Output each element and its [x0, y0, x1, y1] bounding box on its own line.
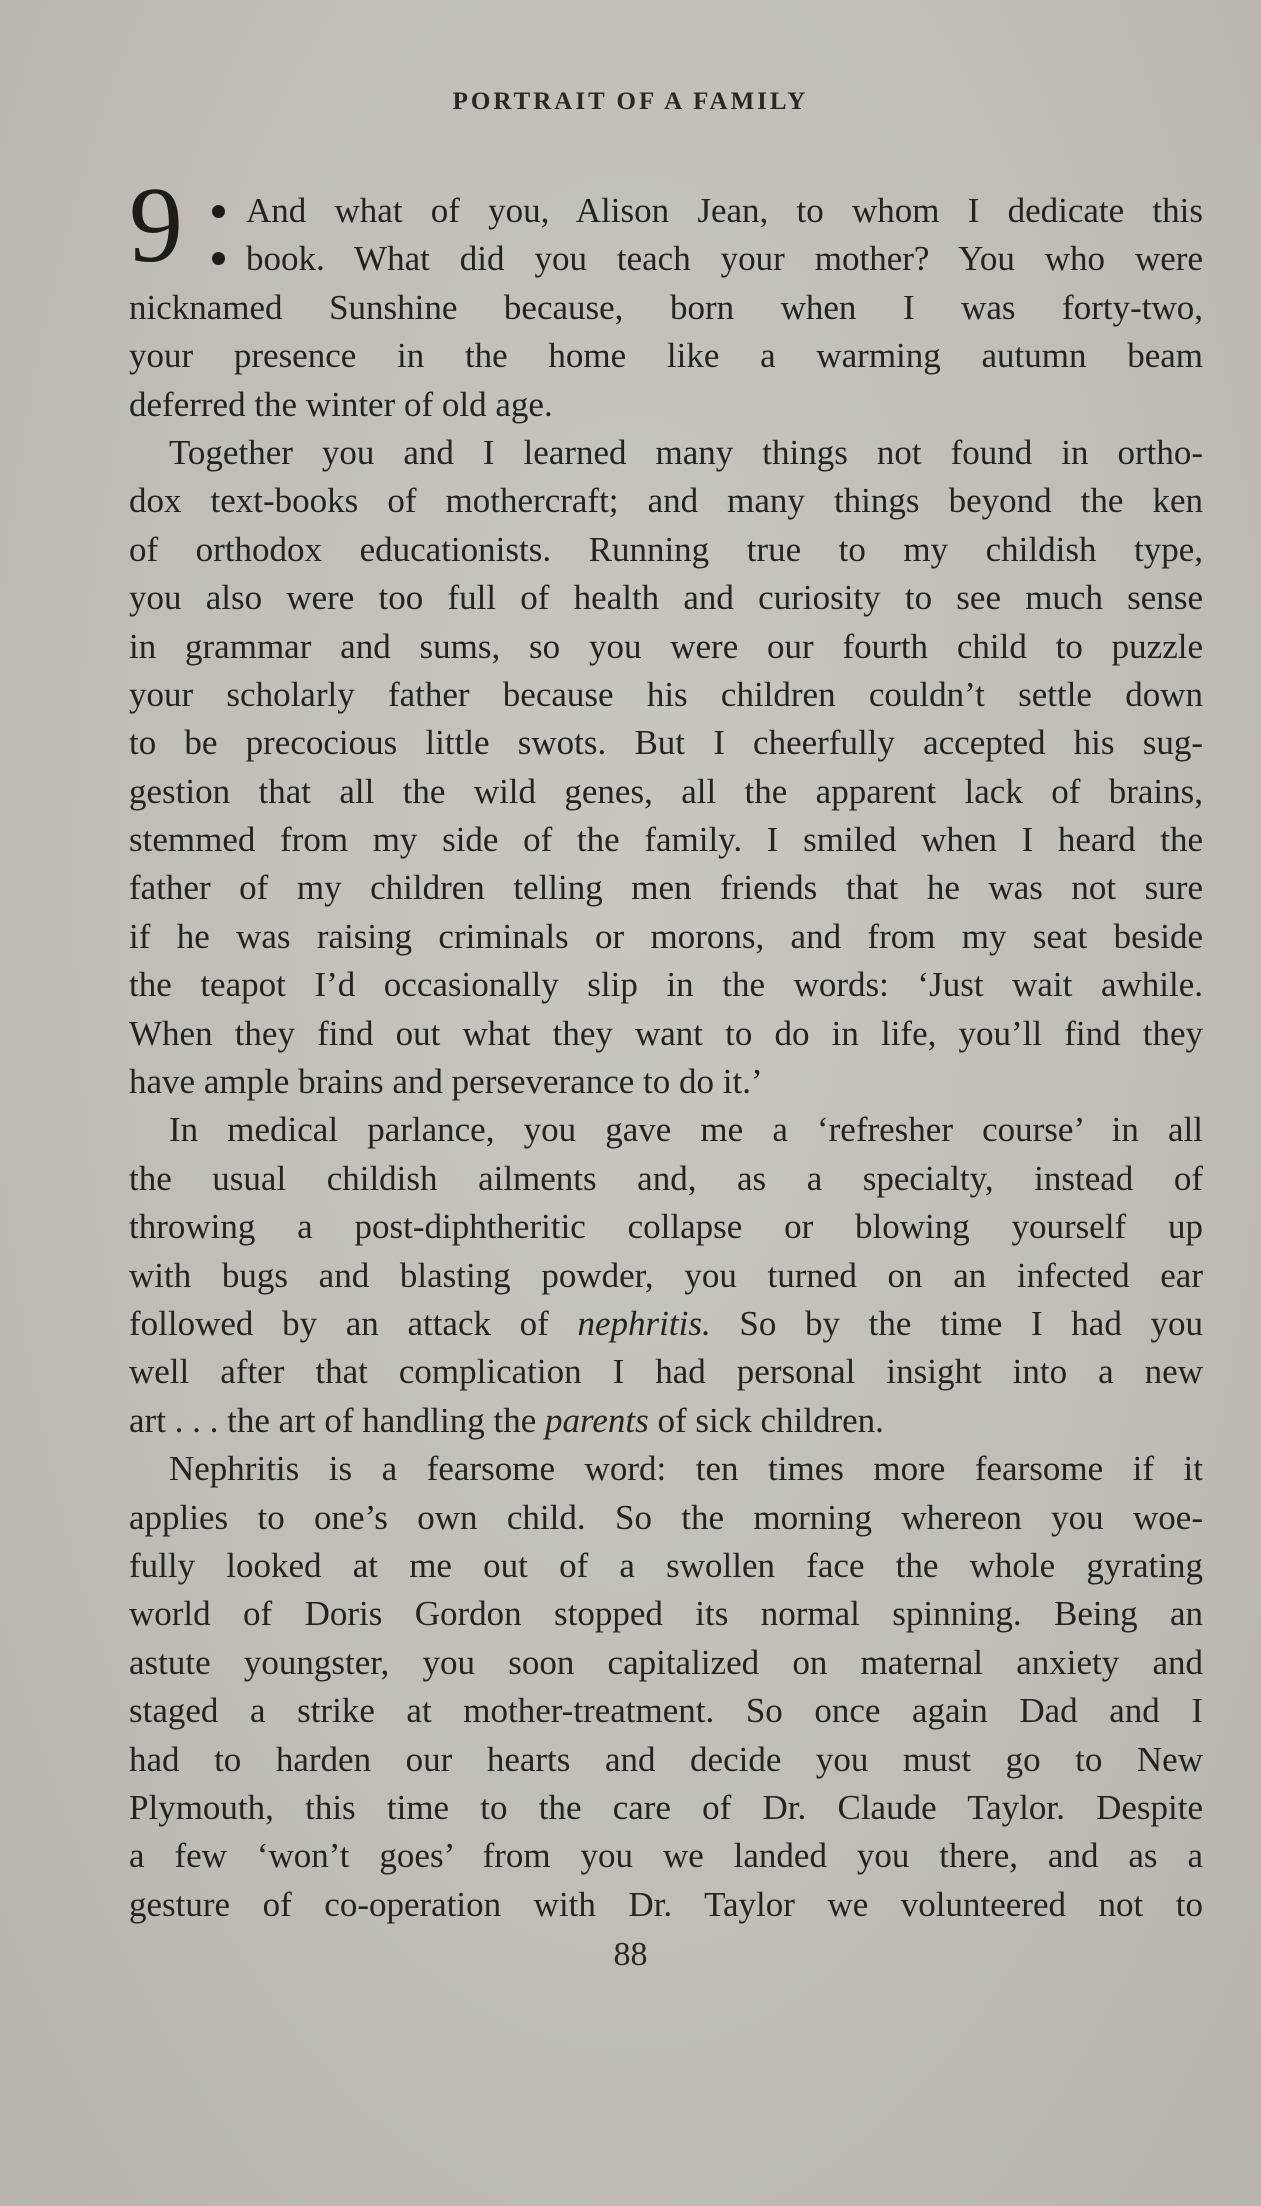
text-line: your scholarly father because his children couldn’t settle down: [129, 674, 1203, 714]
text-fragment: art . . . the art of handling the: [129, 1400, 537, 1440]
text-line: Together you and I learned many things not found in ortho-: [169, 432, 1203, 472]
text-line: to be precocious little swots. But I cheerfully accepted his sug-: [129, 723, 1203, 763]
chapter-number: 9: [129, 166, 183, 285]
text-line: in grammar and sums, so you were our fourth child to puzzle: [129, 626, 1203, 666]
text-line: gesture of co-operation with Dr. Taylor we volunteered not to: [129, 1884, 1203, 1924]
text-line: you also were too full of health and curiosity to see much sense: [129, 578, 1203, 618]
text-line: throwing a post-diphtheritic collapse or blowing yourself up: [129, 1207, 1203, 1247]
text-line: And what of you, Alison Jean, to whom I dedicate this: [246, 191, 1203, 230]
text-line: with bugs and blasting powder, you turned on an infected ear: [129, 1255, 1203, 1295]
text-line: applies to one’s own child. So the morning whereon you woe-: [129, 1497, 1203, 1537]
text-line: fully looked at me out of a swollen face the whole gyrating: [129, 1545, 1203, 1585]
text-line: In medical parlance, you gave me a ‘refresher course’ in all: [169, 1110, 1203, 1150]
text-line: have ample brains and perseverance to do it.’: [129, 1062, 763, 1102]
text-line: a few ‘won’t goes’ from you we landed you there, and as a: [129, 1836, 1203, 1876]
text-line: astute youngster, you soon capitalized on maternal anxiety and: [129, 1642, 1203, 1682]
text-line: dox text-books of mothercraft; and many things beyond the ken: [129, 481, 1203, 521]
text-fragment: of sick children.: [657, 1400, 884, 1440]
body-text: [129, 187, 1203, 1929]
text-line: nicknamed Sunshine because, born when I was forty-two,: [129, 287, 1203, 327]
text-line: your presence in the home like a warming autumn beam: [129, 336, 1203, 376]
text-line: stemmed from my side of the family. I smiled when I heard the: [129, 820, 1203, 860]
text-line: the usual childish ailments and, as a specialty, instead of: [129, 1158, 1203, 1198]
text-line: the teapot I’d occasionally slip in the words: ‘Just wait awhile.: [129, 965, 1203, 1005]
text-line: father of my children telling men friends that he was not sure: [129, 868, 1203, 908]
running-head: PORTRAIT OF A FAMILY: [452, 88, 809, 115]
text-line: of orthodox educationists. Running true to my childish type,: [129, 529, 1203, 569]
text-line: [129, 1300, 1203, 1348]
text-line: deferred the winter of old age.: [129, 384, 553, 424]
text-line: if he was raising criminals or morons, and from my seat beside: [129, 916, 1203, 956]
text-line: had to harden our hearts and decide you must go to New: [129, 1739, 1203, 1779]
text-line: Plymouth, this time to the care of Dr. Claude Taylor. Despite: [129, 1787, 1203, 1827]
page-number: 88: [613, 1936, 648, 1973]
text-line: well after that complication I had personal insight into a new: [129, 1352, 1203, 1392]
text-line: gestion that all the wild genes, all the apparent lack of brains,: [129, 771, 1203, 811]
text-line: world of Doris Gordon stopped its normal spinning. Being an: [129, 1594, 1203, 1634]
text-line: [129, 1397, 1203, 1445]
text-line: staged a strike at mother-treatment. So once again Dad and I: [129, 1691, 1203, 1731]
text-fragment: So by the time I had you: [739, 1303, 1204, 1343]
italic-term: nephritis.: [577, 1303, 711, 1343]
italic-term: parents: [544, 1400, 649, 1440]
text-line: book. What did you teach your mother? You who were: [246, 239, 1203, 279]
text-line: When they find out what they want to do in life, you’ll find they: [129, 1013, 1203, 1053]
text-line: Nephritis is a fearsome word: ten times more fearsome if it: [169, 1449, 1203, 1489]
text-fragment: followed by an attack of: [129, 1303, 549, 1343]
